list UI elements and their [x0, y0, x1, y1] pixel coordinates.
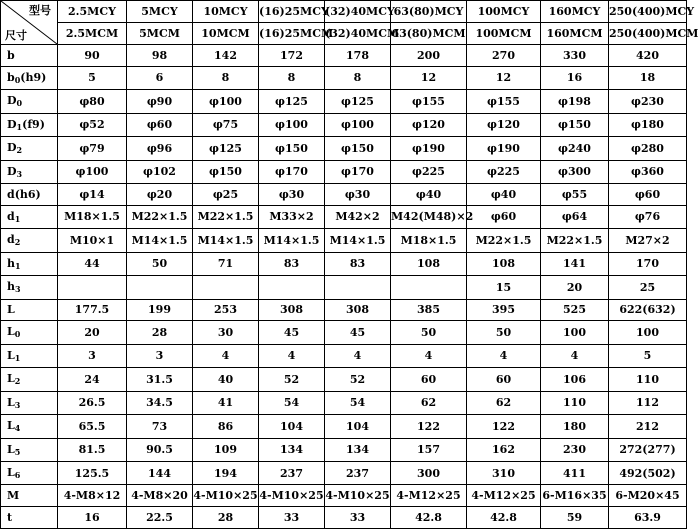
dimension-subscript: 4 [14, 423, 21, 434]
value-cell: 100 [541, 321, 609, 344]
table-row [1, 137, 687, 160]
value-cell: 34.5 [127, 391, 193, 414]
dimension-symbol: d [7, 233, 15, 247]
table-row [1, 66, 687, 89]
dimension-label-cell [1, 415, 58, 438]
dimension-symbol: b [7, 70, 15, 84]
value-cell: 142 [193, 45, 259, 67]
value-cell: φ20 [127, 184, 193, 206]
dimension-subscript: 2 [14, 376, 21, 387]
dimension-label-cell [1, 137, 58, 160]
value-cell: φ79 [58, 137, 127, 160]
value-cell: M14×1.5 [259, 229, 325, 252]
dimension-symbol: D [7, 117, 17, 131]
model-top-cell: (32)40MCY [325, 1, 391, 23]
value-cell: 83 [325, 252, 391, 275]
dimension-label-cell [1, 391, 58, 414]
value-cell: 4-M10×25 [259, 485, 325, 507]
dimension-symbol: L [7, 419, 15, 433]
value-cell: 134 [259, 438, 325, 461]
dimension-subscript: 1 [15, 260, 21, 271]
dimension-label-cell [1, 299, 58, 321]
value-cell: 4 [193, 344, 259, 367]
dimension-symbol: h [7, 256, 15, 270]
value-cell: 20 [58, 321, 127, 344]
dimension-label-cell [1, 229, 58, 252]
dimension-tolerance: (f9) [22, 117, 45, 131]
value-cell: φ40 [467, 184, 541, 206]
dimension-subscript: 1 [16, 121, 23, 132]
dimension-symbol: L [7, 348, 15, 362]
value-cell: φ230 [609, 90, 687, 113]
dimension-tolerance: (h6) [14, 187, 41, 201]
header-row-bottom [1, 23, 687, 45]
header-row-top [1, 1, 687, 23]
model-top-cell: 2.5MCY [58, 1, 127, 23]
value-cell: 108 [391, 252, 467, 275]
value-cell: φ150 [325, 137, 391, 160]
value-cell: 4 [467, 344, 541, 367]
dimension-label-cell [1, 66, 58, 89]
value-cell: 270 [467, 45, 541, 67]
value-cell: 385 [391, 299, 467, 321]
dimension-label-cell [1, 507, 58, 529]
value-cell: 52 [259, 368, 325, 391]
value-cell: 106 [541, 368, 609, 391]
dimension-symbol: L [7, 372, 15, 386]
corner-header-cell [1, 1, 58, 45]
value-cell: φ280 [609, 137, 687, 160]
dimension-label-cell [1, 462, 58, 485]
dimension-symbol: M [7, 489, 20, 503]
value-cell: 86 [193, 415, 259, 438]
value-cell: M10×1 [58, 229, 127, 252]
dimension-subscript: 0 [14, 74, 21, 85]
value-cell: M22×1.5 [127, 205, 193, 228]
value-cell: φ100 [58, 160, 127, 183]
corner-label-dimension: 尺寸 [5, 29, 27, 42]
value-cell: 194 [193, 462, 259, 485]
value-cell: 20 [541, 276, 609, 299]
value-cell: 62 [467, 391, 541, 414]
table-row [1, 438, 687, 461]
value-cell: 73 [127, 415, 193, 438]
value-cell: 16 [58, 507, 127, 529]
dimension-symbol: L [7, 442, 15, 456]
value-cell: 199 [127, 299, 193, 321]
value-cell: φ150 [193, 160, 259, 183]
table-body [1, 1, 698, 529]
value-cell: φ225 [467, 160, 541, 183]
value-cell: 6-M20×45 [609, 485, 687, 507]
value-cell: 8 [259, 66, 325, 89]
value-cell: 12 [391, 66, 467, 89]
table-row [1, 299, 687, 321]
value-cell: 8 [193, 66, 259, 89]
value-cell: M42(M48)×2 [391, 205, 467, 228]
value-cell: 25 [609, 276, 687, 299]
value-cell: 4 [259, 344, 325, 367]
value-cell: 12 [467, 66, 541, 89]
model-bottom-cell: 250(400)MCM [609, 23, 687, 45]
value-cell: 42.8 [467, 507, 541, 529]
value-cell: 45 [259, 321, 325, 344]
value-cell: φ125 [325, 90, 391, 113]
dimension-label-cell [1, 45, 58, 67]
dimension-symbol: L [7, 325, 15, 339]
dimension-label-cell [1, 485, 58, 507]
table-row [1, 252, 687, 275]
value-cell: 104 [259, 415, 325, 438]
value-cell: φ52 [58, 113, 127, 136]
dimension-label-cell [1, 438, 58, 461]
value-cell: 4-M8×12 [58, 485, 127, 507]
value-cell: 4-M8×20 [127, 485, 193, 507]
value-cell: 3 [127, 344, 193, 367]
value-cell: 59 [541, 507, 609, 529]
value-cell: 310 [467, 462, 541, 485]
value-cell: 420 [609, 45, 687, 67]
value-cell [391, 276, 467, 299]
value-cell: 178 [325, 45, 391, 67]
table-row [1, 160, 687, 183]
value-cell: φ190 [467, 137, 541, 160]
model-top-cell: 250(400)MCY [609, 1, 687, 23]
value-cell: 180 [541, 415, 609, 438]
table-row [1, 462, 687, 485]
value-cell: φ155 [391, 90, 467, 113]
value-cell: 60 [467, 368, 541, 391]
value-cell: 212 [609, 415, 687, 438]
value-cell: 272(277) [609, 438, 687, 461]
dimension-symbol: L [7, 395, 15, 409]
dimension-subscript: 5 [14, 446, 21, 457]
value-cell: 50 [127, 252, 193, 275]
dimension-symbol: D [7, 94, 17, 108]
value-cell: 26.5 [58, 391, 127, 414]
value-cell: φ102 [127, 160, 193, 183]
model-bottom-cell: 100MCM [467, 23, 541, 45]
value-cell: 62 [391, 391, 467, 414]
value-cell: φ80 [58, 90, 127, 113]
value-cell: 162 [467, 438, 541, 461]
value-cell: 28 [193, 507, 259, 529]
value-cell: 4-M12×25 [467, 485, 541, 507]
value-cell: 5 [609, 344, 687, 367]
value-cell: 104 [325, 415, 391, 438]
value-cell: φ60 [467, 205, 541, 228]
value-cell: 109 [193, 438, 259, 461]
value-cell: φ90 [127, 90, 193, 113]
value-cell: φ155 [467, 90, 541, 113]
value-cell [193, 276, 259, 299]
value-cell: M22×1.5 [467, 229, 541, 252]
value-cell: φ55 [541, 184, 609, 206]
model-bottom-cell: (32)40MCM [325, 23, 391, 45]
value-cell: 144 [127, 462, 193, 485]
value-cell: 45 [325, 321, 391, 344]
value-cell: φ120 [467, 113, 541, 136]
value-cell: 44 [58, 252, 127, 275]
value-cell: 15 [467, 276, 541, 299]
dimension-subscript: 3 [14, 399, 21, 410]
value-cell: φ360 [609, 160, 687, 183]
value-cell: 157 [391, 438, 467, 461]
value-cell: 141 [541, 252, 609, 275]
dimension-label-cell [1, 184, 58, 206]
table-row [1, 507, 687, 529]
model-bottom-cell: 5MCM [127, 23, 193, 45]
value-cell: φ125 [259, 90, 325, 113]
value-cell: 112 [609, 391, 687, 414]
value-cell: φ30 [325, 184, 391, 206]
value-cell: 33 [259, 507, 325, 529]
model-bottom-cell: 2.5MCM [58, 23, 127, 45]
value-cell: 54 [325, 391, 391, 414]
dimension-subscript: 2 [14, 237, 21, 248]
dimension-symbol: L [7, 303, 15, 317]
value-cell: φ76 [609, 205, 687, 228]
value-cell: φ100 [259, 113, 325, 136]
table-row [1, 344, 687, 367]
value-cell: 31.5 [127, 368, 193, 391]
value-cell: 308 [325, 299, 391, 321]
value-cell: 237 [259, 462, 325, 485]
dimension-subscript: 6 [14, 470, 21, 481]
value-cell: φ75 [193, 113, 259, 136]
value-cell: 18 [609, 66, 687, 89]
table-row [1, 391, 687, 414]
value-cell: 81.5 [58, 438, 127, 461]
value-cell: 4 [541, 344, 609, 367]
dimension-symbol: t [7, 511, 13, 525]
value-cell: φ170 [259, 160, 325, 183]
value-cell: 54 [259, 391, 325, 414]
value-cell: 122 [467, 415, 541, 438]
dimension-label-cell [1, 321, 58, 344]
value-cell: φ150 [541, 113, 609, 136]
dimension-symbol: d [7, 187, 15, 201]
dimension-label-cell [1, 344, 58, 367]
value-cell: φ60 [127, 113, 193, 136]
value-cell [127, 276, 193, 299]
value-cell: φ198 [541, 90, 609, 113]
dimension-label-cell [1, 90, 58, 113]
dimension-symbol: L [7, 466, 15, 480]
value-cell: φ125 [193, 137, 259, 160]
value-cell: φ150 [259, 137, 325, 160]
model-top-cell: 100MCY [467, 1, 541, 23]
dimension-label-cell [1, 113, 58, 136]
value-cell: 4-M10×25 [193, 485, 259, 507]
value-cell: 98 [127, 45, 193, 67]
value-cell: 90 [58, 45, 127, 67]
value-cell: 5 [58, 66, 127, 89]
value-cell: 177.5 [58, 299, 127, 321]
table-row [1, 90, 687, 113]
table-row [1, 321, 687, 344]
table-row [1, 113, 687, 136]
table-row [1, 229, 687, 252]
value-cell: 395 [467, 299, 541, 321]
dimension-subscript: 3 [16, 168, 23, 179]
value-cell: 170 [609, 252, 687, 275]
value-cell: 63.9 [609, 507, 687, 529]
value-cell: 525 [541, 299, 609, 321]
dimension-symbol: b [7, 48, 15, 62]
value-cell: 30 [193, 321, 259, 344]
value-cell: 6 [127, 66, 193, 89]
value-cell: M22×1.5 [193, 205, 259, 228]
value-cell: 110 [609, 368, 687, 391]
table-row [1, 485, 687, 507]
value-cell: φ170 [325, 160, 391, 183]
value-cell: 50 [391, 321, 467, 344]
value-cell: 622(632) [609, 299, 687, 321]
value-cell: 492(502) [609, 462, 687, 485]
value-cell: M14×1.5 [193, 229, 259, 252]
table-row [1, 45, 687, 67]
value-cell: φ300 [541, 160, 609, 183]
value-cell: 50 [467, 321, 541, 344]
value-cell: M14×1.5 [325, 229, 391, 252]
model-bottom-cell: (16)25MCM [259, 23, 325, 45]
dimension-subscript: 0 [14, 329, 21, 340]
value-cell: φ14 [58, 184, 127, 206]
value-cell: 52 [325, 368, 391, 391]
model-top-cell: 160MCY [541, 1, 609, 23]
table-row [1, 184, 687, 206]
value-cell: 308 [259, 299, 325, 321]
value-cell: 230 [541, 438, 609, 461]
value-cell: φ120 [391, 113, 467, 136]
dimension-label-cell [1, 368, 58, 391]
value-cell: 8 [325, 66, 391, 89]
value-cell: φ25 [193, 184, 259, 206]
value-cell: 22.5 [127, 507, 193, 529]
value-cell: φ100 [193, 90, 259, 113]
value-cell: M27×2 [609, 229, 687, 252]
value-cell: φ190 [391, 137, 467, 160]
value-cell: 83 [259, 252, 325, 275]
value-cell: 90.5 [127, 438, 193, 461]
value-cell: 33 [325, 507, 391, 529]
value-cell [58, 276, 127, 299]
value-cell: 330 [541, 45, 609, 67]
dimension-label-cell [1, 252, 58, 275]
value-cell: φ100 [325, 113, 391, 136]
dimension-subscript: 3 [15, 284, 21, 295]
value-cell: φ180 [609, 113, 687, 136]
value-cell: 6-M16×35 [541, 485, 609, 507]
value-cell: 41 [193, 391, 259, 414]
value-cell: φ40 [391, 184, 467, 206]
value-cell: 110 [541, 391, 609, 414]
value-cell: 100 [609, 321, 687, 344]
dimension-symbol: d [7, 209, 15, 223]
value-cell: 4 [325, 344, 391, 367]
value-cell: 253 [193, 299, 259, 321]
value-cell: M18×1.5 [58, 205, 127, 228]
value-cell: 411 [541, 462, 609, 485]
dimension-tolerance: (h9) [20, 70, 47, 84]
value-cell: 237 [325, 462, 391, 485]
dimension-subscript: 1 [14, 213, 21, 224]
value-cell: M42×2 [325, 205, 391, 228]
dimension-subscript: 1 [14, 352, 21, 363]
value-cell: 60 [391, 368, 467, 391]
model-top-cell: (16)25MCY [259, 1, 325, 23]
value-cell: 125.5 [58, 462, 127, 485]
value-cell [325, 276, 391, 299]
value-cell: 4-M12×25 [391, 485, 467, 507]
dimension-subscript: 2 [16, 145, 23, 156]
table-row [1, 276, 687, 299]
value-cell: φ240 [541, 137, 609, 160]
value-cell: M33×2 [259, 205, 325, 228]
dimension-symbol: D [7, 141, 17, 155]
model-top-cell: 63(80)MCY [391, 1, 467, 23]
value-cell: 200 [391, 45, 467, 67]
dimension-symbol: h [7, 280, 15, 294]
value-cell: φ225 [391, 160, 467, 183]
value-cell: 108 [467, 252, 541, 275]
value-cell: φ96 [127, 137, 193, 160]
value-cell: 71 [193, 252, 259, 275]
dimension-subscript: 0 [16, 98, 23, 109]
corner-label-model: 型号 [29, 4, 51, 17]
value-cell: φ60 [609, 184, 687, 206]
model-bottom-cell: 10MCM [193, 23, 259, 45]
value-cell: 65.5 [58, 415, 127, 438]
value-cell: 16 [541, 66, 609, 89]
value-cell: 172 [259, 45, 325, 67]
value-cell: 122 [391, 415, 467, 438]
model-bottom-cell: 63(80)MCM [391, 23, 467, 45]
value-cell: φ30 [259, 184, 325, 206]
value-cell: 24 [58, 368, 127, 391]
value-cell: 4-M10×25 [325, 485, 391, 507]
value-cell: 40 [193, 368, 259, 391]
table-row [1, 415, 687, 438]
value-cell: φ64 [541, 205, 609, 228]
value-cell: 134 [325, 438, 391, 461]
model-top-cell: 10MCY [193, 1, 259, 23]
value-cell: M18×1.5 [391, 229, 467, 252]
dimension-label-cell [1, 160, 58, 183]
table-row [1, 368, 687, 391]
value-cell: 3 [58, 344, 127, 367]
value-cell: 4 [391, 344, 467, 367]
dimension-symbol: D [7, 164, 17, 178]
model-bottom-cell: 160MCM [541, 23, 609, 45]
model-top-cell: 5MCY [127, 1, 193, 23]
value-cell: M14×1.5 [127, 229, 193, 252]
value-cell [259, 276, 325, 299]
table-row [1, 205, 687, 228]
dimension-label-cell [1, 276, 58, 299]
value-cell: 42.8 [391, 507, 467, 529]
value-cell: 28 [127, 321, 193, 344]
value-cell: 300 [391, 462, 467, 485]
value-cell: M22×1.5 [541, 229, 609, 252]
dimension-label-cell [1, 205, 58, 228]
